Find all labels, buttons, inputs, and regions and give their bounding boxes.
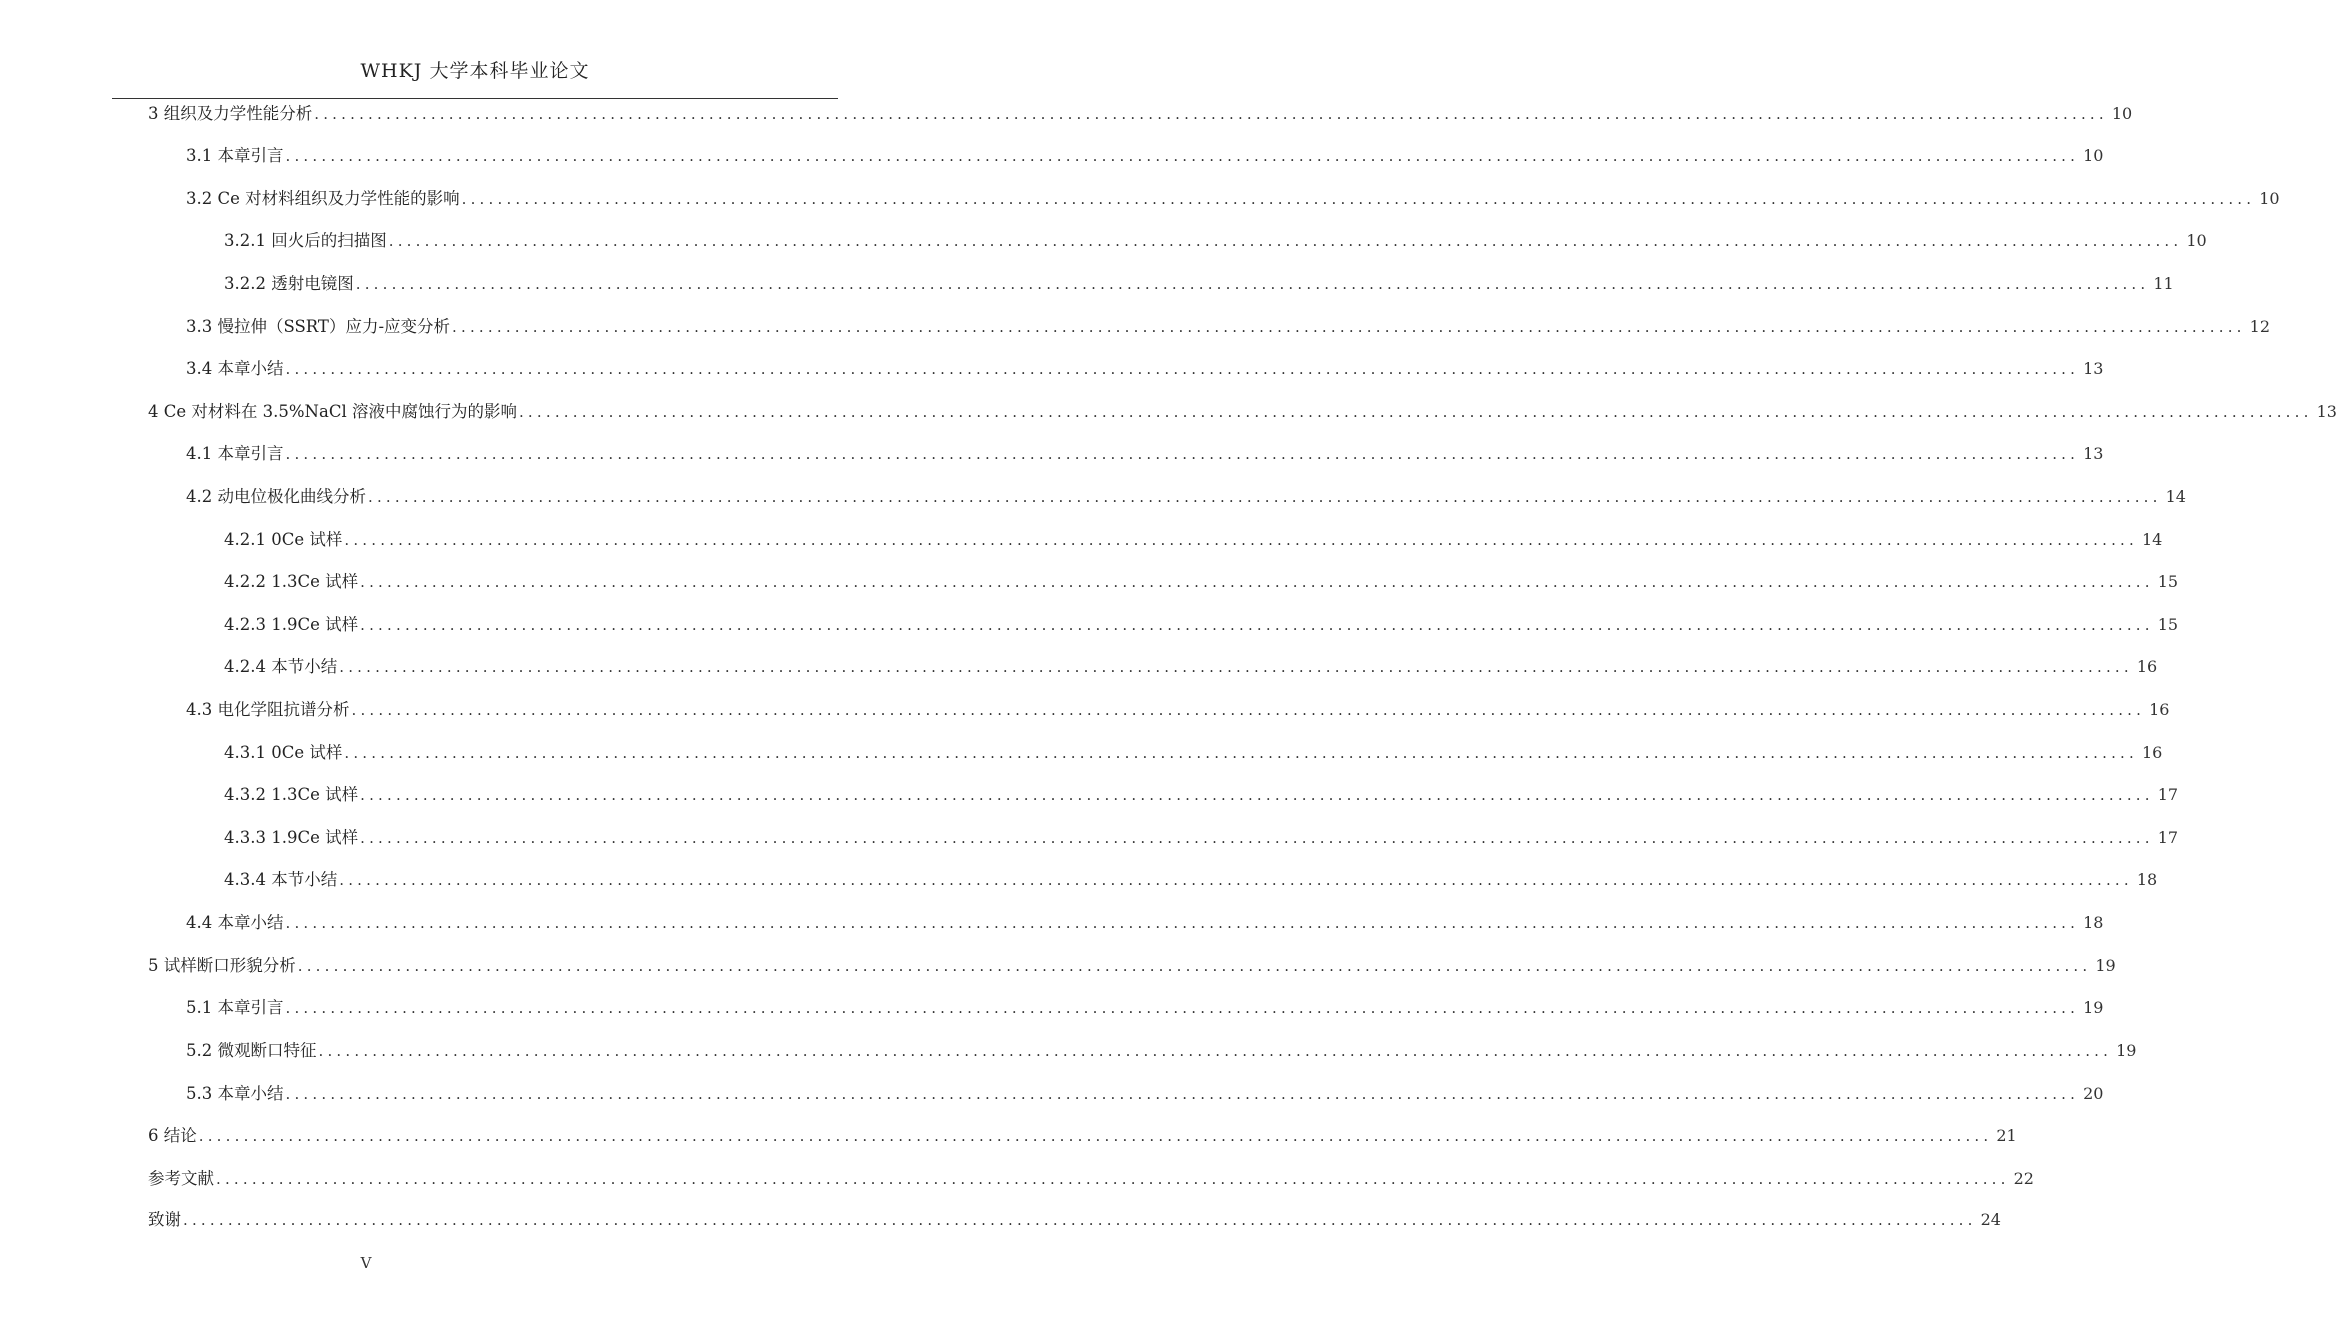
toc-entry[interactable] [186, 184, 2280, 214]
toc-entry-title: 5 试样断口形貌分析 [148, 956, 296, 975]
toc-dot-leader: ........................................................................................................................................................................................................ [360, 616, 2154, 634]
toc-entry-title: 3.2.2 透射电镜图 [224, 274, 354, 293]
toc-dot-leader: ........................................................................................................................................................................................................ [285, 1085, 2080, 1103]
toc-entry[interactable] [186, 482, 2186, 512]
toc-entry[interactable] [224, 738, 2163, 768]
toc-entry-page: 10 [2111, 104, 2133, 123]
toc-dot-leader: ........................................................................................................................................................................................................ [388, 232, 2183, 250]
toc-entry-page: 11 [2153, 274, 2174, 293]
toc-dot-leader: ........................................................................................................................................................................................................ [285, 914, 2080, 932]
toc-entry-title: 4.3.2 1.3Ce 试样 [224, 785, 359, 804]
toc-entry-page: 21 [1996, 1126, 2017, 1145]
toc-dot-leader: ........................................................................................................................................................................................................ [339, 658, 2133, 676]
toc-entry-page: 19 [2095, 956, 2116, 975]
toc-entry[interactable] [224, 823, 2179, 853]
toc-dot-leader: ........................................................................................................................................................................................................ [518, 403, 2313, 421]
toc-entry[interactable] [186, 1079, 2104, 1109]
toc-entry-page: 13 [2083, 359, 2104, 378]
toc-entry-title: 4.4 本章小结 [186, 913, 284, 932]
toc-entry-page: 19 [2083, 998, 2104, 1017]
toc-dot-leader: ........................................................................................................................................................................................................ [452, 318, 2246, 336]
toc-entry-page: 17 [2157, 828, 2179, 847]
toc-entry-title: 参考文献 [148, 1169, 214, 1188]
toc-entry-title: 4 Ce 对材料在 3.5%NaCl 溶液中腐蚀行为的影响 [148, 402, 517, 421]
toc-entry-title: 3.1 本章引言 [186, 146, 284, 165]
toc-entry[interactable] [224, 865, 2158, 895]
toc-entry-page: 18 [2136, 870, 2158, 889]
toc-entry-title: 3.2 Ce 对材料组织及力学性能的影响 [186, 189, 460, 208]
toc-entry[interactable] [148, 397, 2337, 427]
toc-entry-page: 14 [2142, 530, 2163, 549]
toc-entry-title: 5.2 微观断口特征 [186, 1041, 317, 1060]
toc-entry-title: 5.3 本章小结 [186, 1084, 284, 1103]
toc-entry-page: 14 [2165, 487, 2186, 506]
toc-entry[interactable] [148, 1164, 2034, 1194]
toc-dot-leader: ........................................................................................................................................................................................................ [285, 147, 2080, 165]
toc-entry-title: 4.2.3 1.9Ce 试样 [224, 615, 359, 634]
toc-entry-title: 4.2 动电位极化曲线分析 [186, 487, 366, 506]
toc-entry-page: 15 [2157, 615, 2179, 634]
toc-entry-title: 致谢 [148, 1210, 181, 1229]
toc-entry-title: 6 结论 [148, 1126, 197, 1145]
toc-entry-page: 13 [2083, 444, 2104, 463]
toc-dot-leader: ........................................................................................................................................................................................................ [368, 488, 2162, 506]
toc-entry[interactable] [224, 780, 2179, 810]
toc-entry[interactable] [186, 908, 2104, 938]
toc-entry[interactable] [186, 354, 2104, 384]
toc-entry-title: 4.2.4 本节小结 [224, 657, 338, 676]
toc-entry-title: 4.3.4 本节小结 [224, 870, 338, 889]
toc-entry-page: 18 [2083, 913, 2104, 932]
page-number: V [360, 1254, 372, 1272]
toc-dot-leader: ........................................................................................................................................................................................................ [351, 701, 2146, 719]
toc-entry-page: 19 [2116, 1041, 2137, 1060]
toc-entry-title: 4.3.1 0Ce 试样 [224, 743, 343, 762]
toc-dot-leader: ........................................................................................................................................................................................................ [216, 1170, 2010, 1188]
toc-entry[interactable] [224, 567, 2179, 597]
toc-dot-leader: ........................................................................................................................................................................................................ [297, 957, 2092, 975]
toc-dot-leader: ........................................................................................................................................................................................................ [344, 531, 2138, 549]
toc-entry-page: 15 [2157, 572, 2179, 591]
toc-entry-page: 10 [2186, 231, 2207, 250]
toc-entry-page: 24 [1980, 1210, 2001, 1229]
toc-entry-page: 20 [2083, 1084, 2104, 1103]
toc-entry[interactable] [148, 1121, 2017, 1151]
toc-entry[interactable] [186, 993, 2104, 1023]
page-header-title: WHKJ 大学本科毕业论文 [360, 60, 590, 82]
toc-entry-title: 4.2.1 0Ce 试样 [224, 530, 343, 549]
toc-entry[interactable] [186, 1036, 2137, 1066]
toc-dot-leader: ........................................................................................................................................................................................................ [344, 744, 2138, 762]
toc-dot-leader: ........................................................................................................................................................................................................ [360, 573, 2154, 591]
toc-entry[interactable] [186, 439, 2104, 469]
toc-dot-leader: ........................................................................................................................................................................................................ [285, 360, 2080, 378]
toc-entry[interactable] [224, 525, 2163, 555]
toc-dot-leader: ........................................................................................................................................................................................................ [360, 786, 2154, 804]
toc-dot-leader: ........................................................................................................................................................................................................ [318, 1042, 2113, 1060]
toc-entry[interactable] [148, 99, 2133, 129]
toc-entry-title: 4.2.2 1.3Ce 试样 [224, 572, 359, 591]
toc-entry-page: 13 [2316, 402, 2337, 421]
toc-entry-page: 16 [2136, 657, 2158, 676]
toc-entry-title: 4.1 本章引言 [186, 444, 284, 463]
toc-entry-page: 10 [2083, 146, 2104, 165]
toc-entry-title: 4.3 电化学阻抗谱分析 [186, 700, 350, 719]
toc-dot-leader: ........................................................................................................................................................................................................ [461, 190, 2256, 208]
toc-dot-leader: ........................................................................................................................................................................................................ [360, 829, 2154, 847]
toc-entry[interactable] [186, 312, 2271, 342]
toc-entry-title: 3.2.1 回火后的扫描图 [224, 231, 387, 250]
toc-entry-page: 12 [2249, 317, 2271, 336]
toc-entry-page: 17 [2157, 785, 2179, 804]
toc-entry[interactable] [148, 951, 2116, 981]
toc-dot-leader: ........................................................................................................................................................................................................ [339, 871, 2133, 889]
toc-dot-leader: ........................................................................................................................................................................................................ [285, 445, 2080, 463]
toc-dot-leader: ........................................................................................................................................................................................................ [183, 1211, 1977, 1229]
toc-entry[interactable] [224, 652, 2158, 682]
toc-dot-leader: ........................................................................................................................................................................................................ [355, 275, 2150, 293]
toc-entry-page: 16 [2142, 743, 2163, 762]
toc-entry[interactable] [224, 269, 2174, 299]
toc-entry-page: 16 [2149, 700, 2170, 719]
toc-entry-title: 3.4 本章小结 [186, 359, 284, 378]
toc-entry-page: 22 [2013, 1169, 2034, 1188]
toc-dot-leader: ........................................................................................................................................................................................................ [198, 1127, 1993, 1145]
toc-entry[interactable] [224, 226, 2207, 256]
toc-entry-title: 5.1 本章引言 [186, 998, 284, 1017]
toc-entry-title: 3.3 慢拉伸（SSRT）应力-应变分析 [186, 317, 451, 336]
toc-entry[interactable] [148, 1205, 2001, 1235]
toc-entry-title: 4.3.3 1.9Ce 试样 [224, 828, 359, 847]
toc-entry-title: 3 组织及力学性能分析 [148, 104, 313, 123]
toc-dot-leader: ........................................................................................................................................................................................................ [285, 999, 2080, 1017]
toc-entry[interactable] [186, 695, 2170, 725]
toc-dot-leader: ........................................................................................................................................................................................................ [314, 105, 2108, 123]
toc-entry-page: 10 [2259, 189, 2280, 208]
toc-entry[interactable] [186, 141, 2104, 171]
toc-entry[interactable] [224, 610, 2179, 640]
